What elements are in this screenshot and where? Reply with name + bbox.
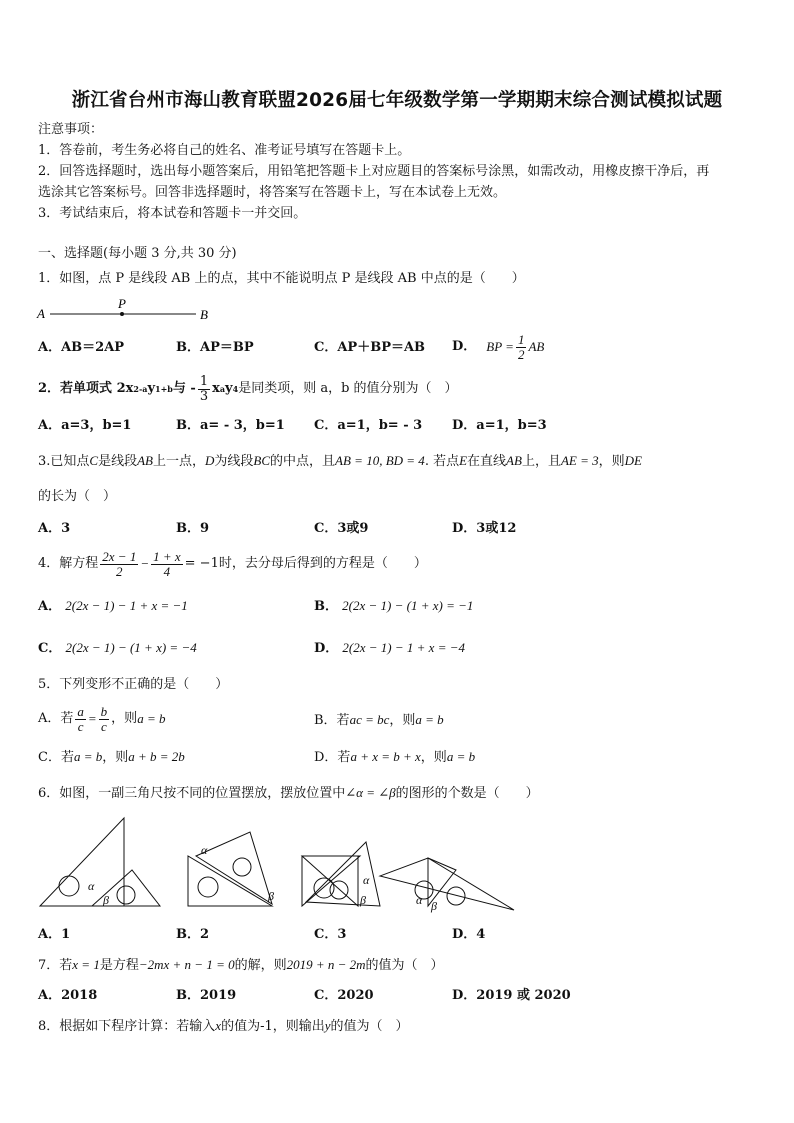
q6-triangle-figures [36, 812, 526, 914]
q1-option-a: A．AB＝2AP [38, 340, 125, 355]
q1-label-p: P [118, 296, 126, 311]
q4-option-a: A． 2(2x − 1) − 1 + x = −1 [38, 598, 188, 614]
q1-option-b: B．AP＝BP [176, 340, 254, 355]
notes-heading: 注意事项： [38, 122, 104, 137]
q3-option-d: D．3或12 [452, 521, 517, 536]
q6-fig3-alpha: α [363, 873, 370, 887]
q2-stem: 2．若单项式 2x 2-a y 1+b 与 - $\frac{1}{3}$ x a y 4 是同类项，则 a，b 的值分别为（ ） [38, 373, 458, 404]
q6-fig2-alpha: α [201, 843, 208, 857]
page-title: 浙江省台州市海山教育联盟2026届七年级数学第一学期期末综合测试模拟试题 [71, 90, 723, 111]
q4-option-d: D． 2(2x − 1) − 1 + x = −4 [314, 640, 465, 656]
q1-label-b: B [200, 307, 208, 322]
note-2-line-1: 2．回答选择题时，选出每小题答案后，用铅笔把答题卡上对应题目的答案标号涂黑，如需改动，用橡皮擦干净后，再 [38, 164, 710, 179]
q3-option-b: B．9 [176, 521, 210, 536]
q1-stem: 1．如图，点 P 是线段 AB 上的点，其中不能说明点 P 是线段 AB 中点的是（ ） [38, 271, 525, 286]
q6-fig3-beta: β [360, 893, 366, 907]
q6-option-a: A．1 [38, 927, 71, 942]
q6-stem: 6．如图，一副三角尺按不同的位置摆放，摆放位置中∠α = ∠β的图形的个数是（ ） [38, 785, 539, 801]
q5-option-b: B．若ac = bc，则a = b [314, 712, 444, 728]
q3-stem-line-1: 3.已知点C是线段AB上一点，D为线段BC的中点，且AB = 10, BD = 4. 若点E在直线AB上，且AE = 3，则DE [38, 453, 642, 469]
q5-option-a: A．若 $\frac{a}{c}$ = $\frac{b}{c}$ ，则 a = b [38, 703, 166, 734]
q2-option-b: B．a= - 3，b=1 [176, 418, 285, 433]
q7-stem: 7．若x = 1是方程−2mx + n − 1 = 0的解，则2019 + n − 2m的值为（ ） [38, 957, 444, 973]
q6-fig1-beta: β [103, 893, 109, 907]
q6-fig1-alpha: α [88, 879, 95, 893]
q1-option-c: C．AP＋BP＝AB [314, 340, 426, 355]
q6-fig4-alpha: α [416, 893, 423, 907]
q7-option-a: A．2018 [38, 988, 98, 1003]
q4-option-b: B． 2(2x − 1) − (1 + x) = −1 [314, 598, 474, 614]
q3-option-a: A．3 [38, 521, 71, 536]
q7-option-d: D．2019 或 2020 [452, 988, 571, 1003]
note-3: 3．考试结束后，将本试卷和答题卡一并交回。 [38, 206, 307, 221]
q5-stem: 5．下列变形不正确的是（ ） [38, 677, 229, 692]
section-heading: 一、选择题(每小题 3 分,共 30 分) [38, 246, 237, 261]
q6-fig4-beta: β [431, 899, 437, 913]
q7-option-b: B．2019 [176, 988, 237, 1003]
q4-option-c: C． 2(2x − 1) − (1 + x) = −4 [38, 640, 197, 656]
q6-option-c: C．3 [314, 927, 347, 942]
note-2-line-2: 选涂其它答案标号。回答非选择题时，将答案写在答题卡上，写在本试卷上无效。 [38, 185, 507, 200]
q6-option-b: B．2 [176, 927, 210, 942]
q5-option-c: C．若a = b，则a + b = 2b [38, 749, 185, 765]
q7-option-c: C．2020 [314, 988, 374, 1003]
q1-segment-figure [36, 296, 216, 326]
q6-fig2-beta: β [268, 889, 274, 903]
q8-stem: 8．根据如下程序计算：若输入x的值为-1，则输出y的值为（ ） [38, 1018, 409, 1034]
q5-option-d: D．若a + x = b + x，则a = b [314, 749, 476, 765]
q4-stem: 4．解方程 $\frac{2x - 1}{2}$ − $\frac{1 + x}{4}$ = −1时，去分母后得到的方程是（ ） [38, 548, 427, 579]
q2-option-a: A．a=3，b=1 [38, 418, 132, 433]
q6-option-d: D．4 [452, 927, 486, 942]
q3-stem-line-2: 的长为（ ） [38, 489, 117, 504]
note-1: 1．答卷前，考生务必将自己的姓名、准考证号填写在答题卡上。 [38, 143, 411, 158]
q1-label-a: A [37, 306, 45, 321]
q1-option-d: D． BP = $\frac{1}{2}$ AB [452, 331, 545, 362]
q3-option-c: C．3或9 [314, 521, 369, 536]
q2-option-c: C．a=1，b= - 3 [314, 418, 423, 433]
q2-option-d: D．a=1，b=3 [452, 418, 547, 433]
